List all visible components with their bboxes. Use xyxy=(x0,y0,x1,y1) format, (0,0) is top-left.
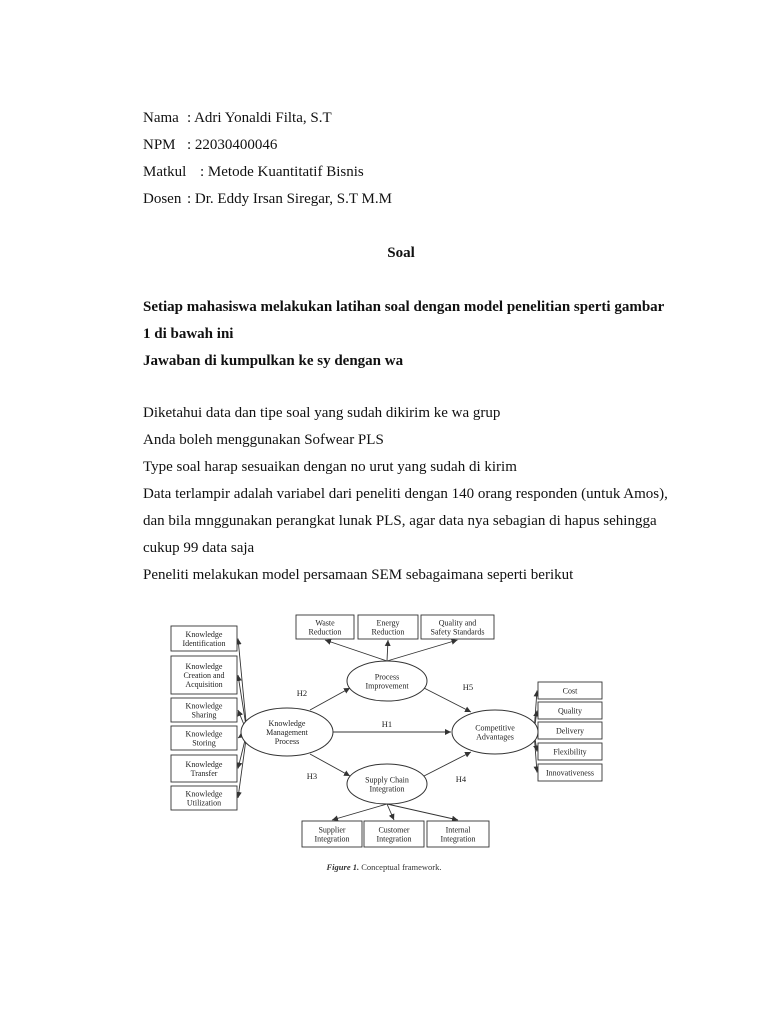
knowledge-indicator-box xyxy=(171,656,237,694)
competitive-indicator-box-label: Flexibility xyxy=(553,747,587,757)
body-line: dan bila mnggunakan perangkat lunak PLS, agar data nya sebagian di hapus sehingga xyxy=(143,513,657,529)
figure-caption-label: Figure 1. xyxy=(326,862,360,872)
hypothesis-h2-label: H2 xyxy=(296,688,308,698)
header-nama xyxy=(143,109,332,127)
competitive-advantages-construct-label: Advantages xyxy=(476,732,514,742)
competitive-indicator-box-label: Innovativeness xyxy=(546,768,594,778)
knowledge-indicator-box xyxy=(171,698,237,722)
header-dosen xyxy=(143,190,392,208)
header-npm xyxy=(143,136,277,154)
competitive-indicator-box-label: Delivery xyxy=(556,726,584,736)
pi-indicator-arrow xyxy=(325,640,387,661)
knowledge-indicator-box-label: Knowledge xyxy=(185,729,223,739)
supply-chain-indicator-box xyxy=(302,821,362,847)
nama-label: Nama xyxy=(143,110,179,126)
hypothesis-h4-label: H4 xyxy=(455,774,467,784)
h2-path xyxy=(310,688,350,710)
knowledge-indicator-box xyxy=(171,726,237,750)
knowledge-indicator-box-label: Acquisition xyxy=(185,680,223,689)
process-indicator-box-label: Waste xyxy=(315,618,335,628)
supply-chain-indicator-box-label: Internal xyxy=(445,825,471,835)
sci-indicator-arrow xyxy=(387,804,458,820)
process-improvement-construct-label: Improvement xyxy=(365,681,409,691)
supply-chain-indicator-box-label: Integration xyxy=(314,834,350,844)
supply-chain-indicator-box xyxy=(427,821,489,847)
supply-chain-integration-construct-label: Integration xyxy=(369,784,405,794)
process-indicator-box xyxy=(421,615,494,639)
supply-chain-integration-construct xyxy=(347,764,427,804)
competitive-indicator-box xyxy=(538,682,602,699)
knowledge-indicator-box-label: Utilization xyxy=(186,798,222,808)
knowledge-indicator-box-label: Storing xyxy=(192,738,216,748)
pi-indicator-arrow xyxy=(387,640,388,661)
figure-caption xyxy=(0,862,768,872)
knowledge-indicator-box xyxy=(171,786,237,810)
supply-chain-integration-construct-label: Supply Chain xyxy=(365,775,409,785)
knowledge-indicator-box-label: Knowledge xyxy=(185,630,223,639)
sci-indicator-arrow xyxy=(332,804,387,820)
hypothesis-h3-label: H3 xyxy=(306,771,318,781)
body-line: Diketahui data dan tipe soal yang sudah dikirim ke wa grup xyxy=(143,405,501,421)
knowledge-indicator-box xyxy=(171,755,237,782)
instruction-line: Setiap mahasiswa melakukan latihan soal dengan model penelitian sperti gambar xyxy=(143,299,665,315)
supply-chain-indicator-box-label: Supplier xyxy=(318,825,346,835)
competitive-indicator-box xyxy=(538,722,602,739)
process-indicator-box xyxy=(358,615,418,639)
competitive-advantages-construct xyxy=(452,710,538,754)
knowledge-indicator-box-label: Knowledge xyxy=(185,701,223,711)
instruction-line: Jawaban di kumpulkan ke sy dengan wa xyxy=(143,353,404,369)
knowledge-indicator-box-label: Knowledge xyxy=(185,662,223,671)
process-indicator-box-label: Reduction xyxy=(308,627,342,637)
matkul-value: : Metode Kuantitatif Bisnis xyxy=(200,164,364,180)
competitive-indicator-box xyxy=(538,702,602,719)
body-line: Type soal harap sesuaikan dengan no urut yang sudah di kirim xyxy=(143,459,517,475)
process-indicator-box xyxy=(296,615,354,639)
competitive-indicator-box-label: Quality xyxy=(558,706,582,716)
supply-chain-indicator-box xyxy=(364,821,424,847)
conceptual-framework-diagram xyxy=(165,606,605,858)
page-title: Soal xyxy=(387,245,415,261)
figure-caption-text: Conceptual framework. xyxy=(359,862,442,872)
process-improvement-construct-label: Process xyxy=(374,672,400,682)
knowledge-indicator-box-label: Transfer xyxy=(190,769,218,778)
hypothesis-h5-label: H5 xyxy=(462,682,474,692)
dosen-value: : Dr. Eddy Irsan Siregar, S.T M.M xyxy=(187,191,392,207)
instruction-line: 1 di bawah ini xyxy=(143,326,234,342)
competitive-indicator-box xyxy=(538,764,602,781)
process-improvement-construct xyxy=(347,661,427,701)
knowledge-indicator-box-label: Knowledge xyxy=(185,760,223,769)
knowledge-management-process-construct xyxy=(241,708,333,756)
h4-path xyxy=(424,752,471,776)
pi-indicator-arrow xyxy=(387,640,458,661)
knowledge-indicator-box-label: Sharing xyxy=(191,710,217,720)
body-line: Peneliti melakukan model persamaan SEM sebagaimana seperti berikut xyxy=(143,567,574,583)
knowledge-management-process-construct-label: Process xyxy=(274,737,300,746)
nama-value: : Adri Yonaldi Filta, S.T xyxy=(187,110,332,126)
competitive-advantages-construct-label: Competitive xyxy=(475,723,515,733)
process-indicator-box-label: Safety Standards xyxy=(430,627,485,637)
knowledge-indicator-box-label: Identification xyxy=(182,639,226,648)
npm-label: NPM xyxy=(143,137,176,153)
knowledge-management-process-construct-label: Knowledge xyxy=(268,719,306,728)
header-matkul xyxy=(143,163,364,181)
process-indicator-box-label: Energy xyxy=(376,618,400,628)
body-line: cukup 99 data saja xyxy=(143,540,255,556)
sci-indicator-arrow xyxy=(387,804,394,820)
process-indicator-box-label: Quality and xyxy=(438,618,477,628)
supply-chain-indicator-box-label: Integration xyxy=(440,834,476,844)
body-line: Anda boleh menggunakan Sofwear PLS xyxy=(143,432,384,448)
dosen-label: Dosen xyxy=(143,191,182,207)
process-indicator-box-label: Reduction xyxy=(371,627,405,637)
knowledge-indicator-box-label: Knowledge xyxy=(185,789,223,799)
competitive-indicator-box-label: Cost xyxy=(562,686,578,696)
supply-chain-indicator-box-label: Customer xyxy=(378,825,410,835)
competitive-indicator-box xyxy=(538,743,602,760)
matkul-label: Matkul xyxy=(143,164,187,180)
knowledge-management-process-construct-label: Management xyxy=(266,728,308,737)
hypothesis-h1-label: H1 xyxy=(381,719,393,729)
knowledge-indicator-box-label: Creation and xyxy=(183,671,225,680)
knowledge-indicator-box xyxy=(171,626,237,651)
supply-chain-indicator-box-label: Integration xyxy=(376,834,412,844)
npm-value: : 22030400046 xyxy=(187,137,278,153)
body-line: Data terlampir adalah variabel dari peneliti dengan 140 orang responden (untuk Amos), xyxy=(143,486,668,502)
